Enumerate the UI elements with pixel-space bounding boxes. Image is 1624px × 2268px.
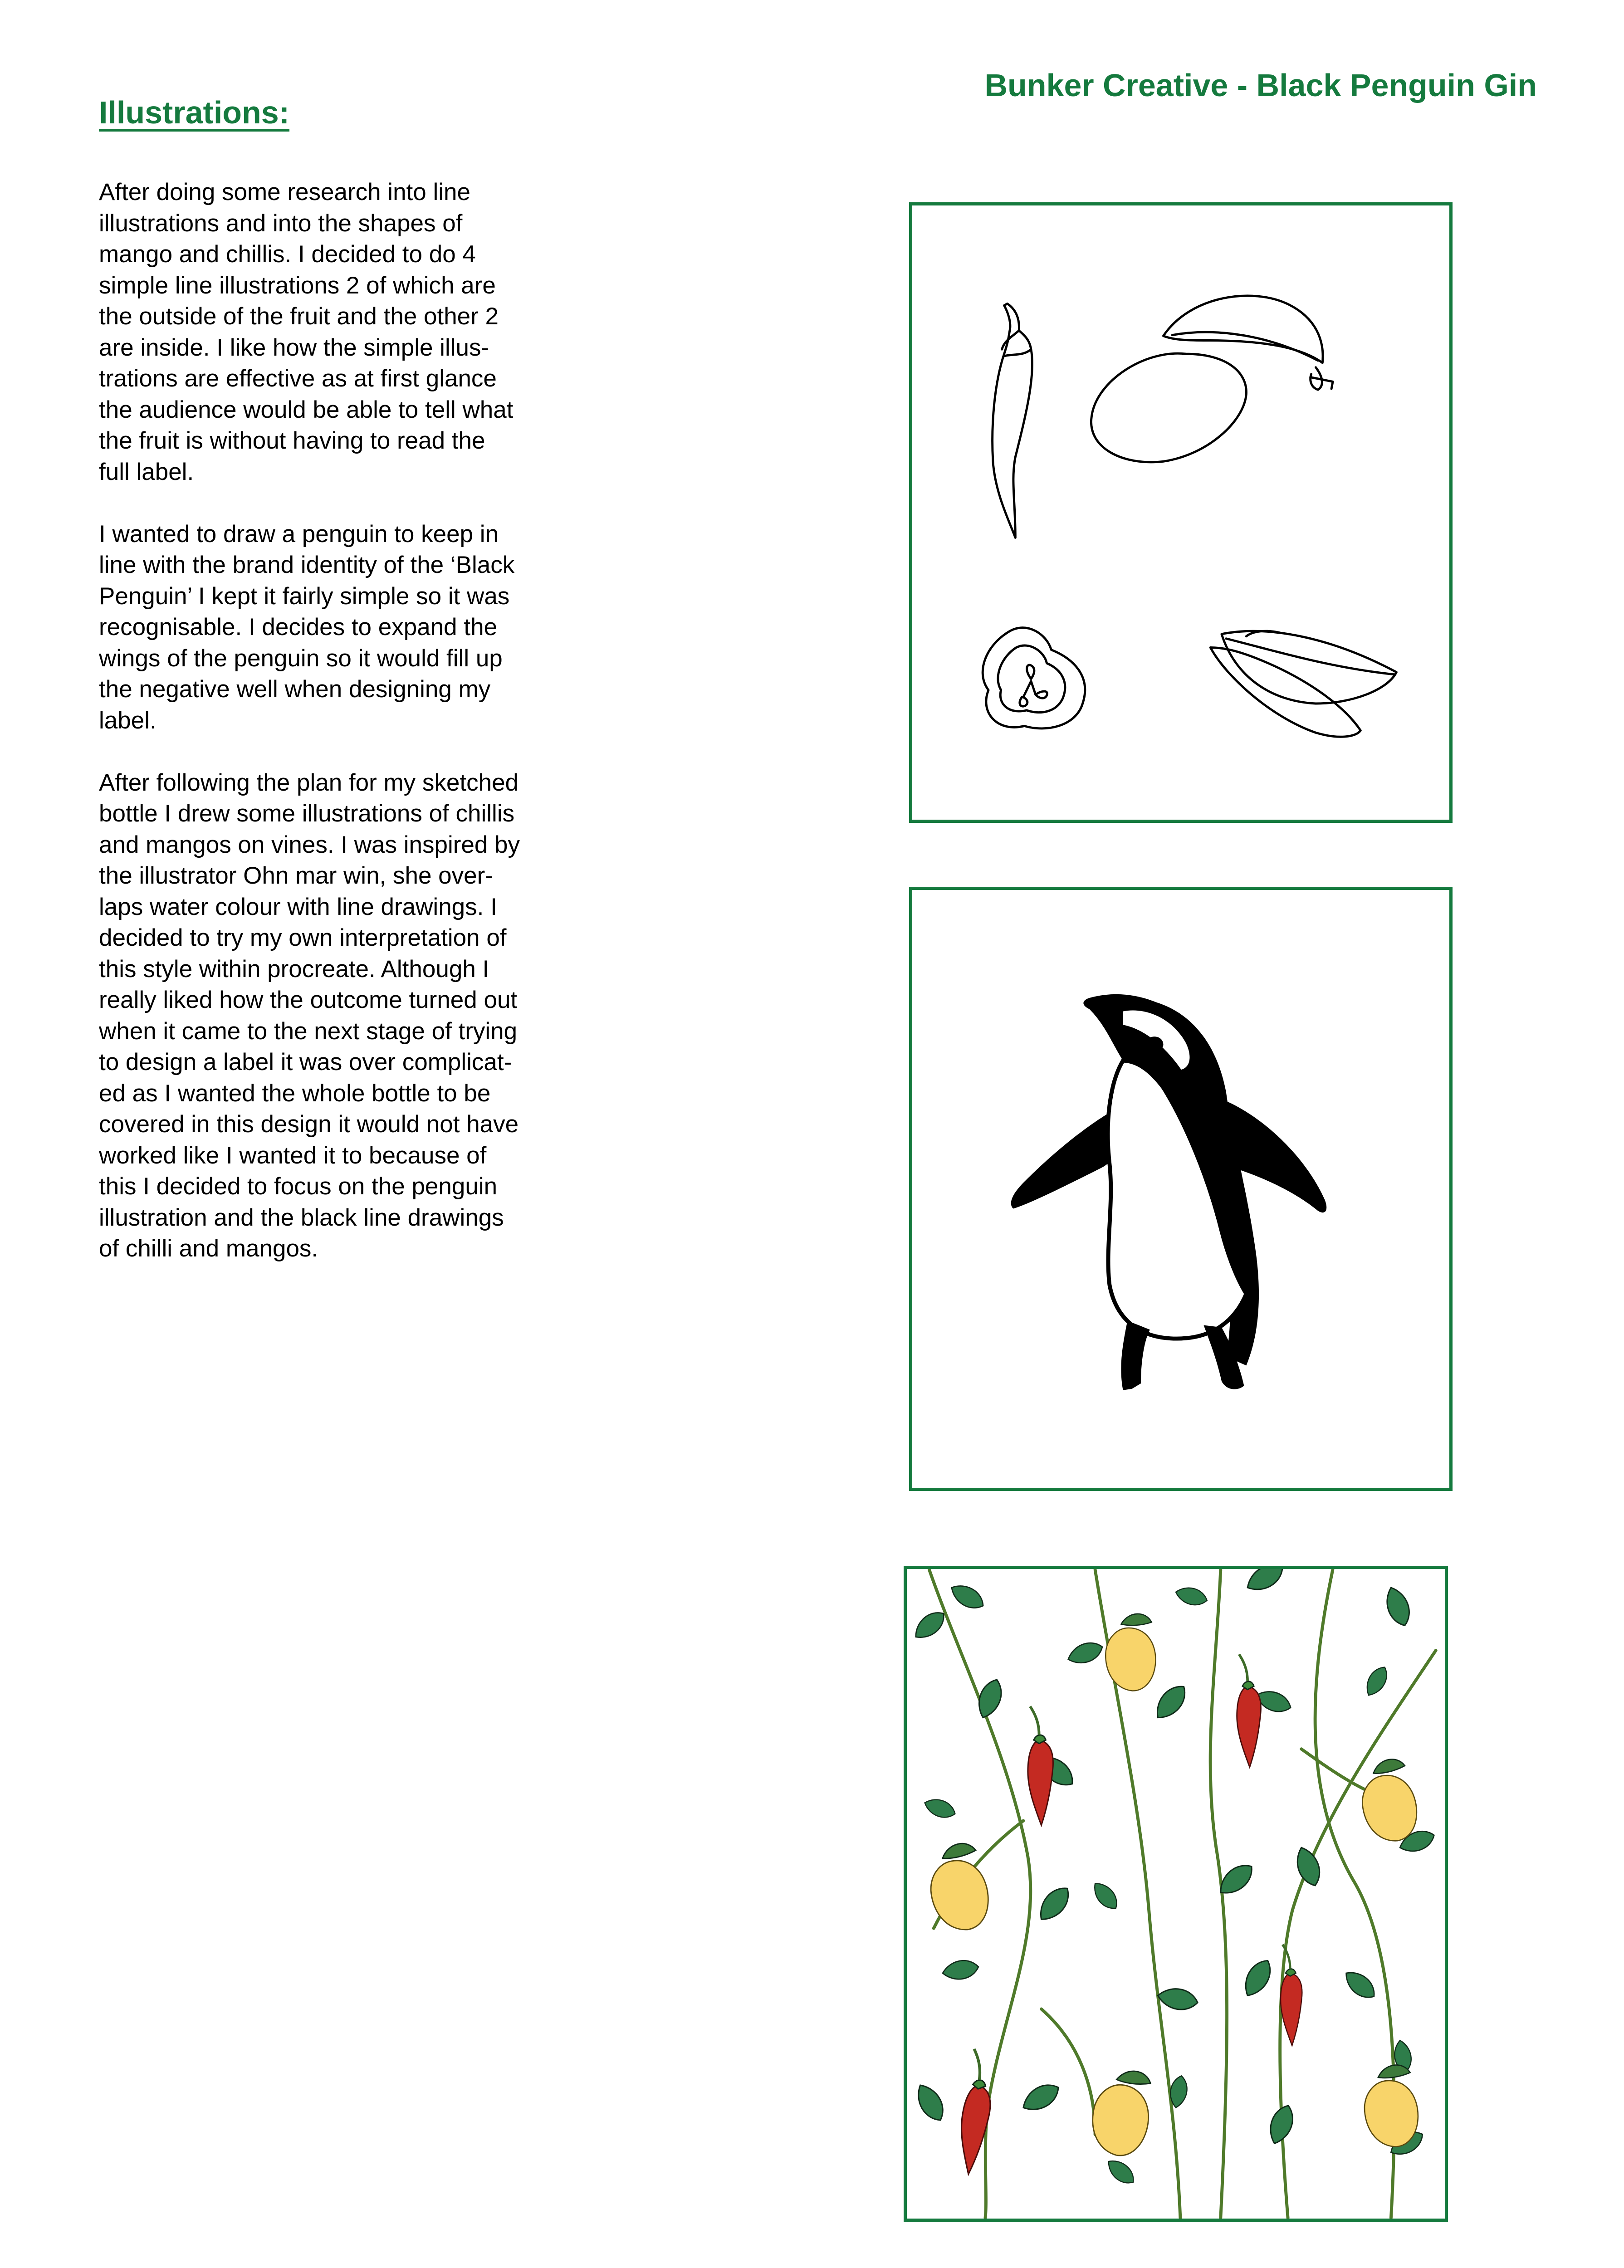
paragraph-research: After doing some research into line illustrations and into the shapes of mango and chillis. I decided to do 4 simple line illustrations 2 of which are the outside of the fruit and the other 2 are inside. I like how the simple illus- trations are effective as at first glance the audience would be able to tell what the fruit is without having to read the full label. — [99, 179, 514, 485]
chilli-outline-icon — [993, 303, 1032, 538]
penguin-icon — [912, 890, 1449, 1488]
mango-outline-icon — [1091, 296, 1333, 462]
line-illustrations-frame — [909, 202, 1453, 823]
body-text — [99, 177, 571, 1295]
paragraph-penguin: I wanted to draw a penguin to keep in line with the brand identity of the ‘Black Penguin’ I kept it fairly simple so it was recognisable. I decides to expand the wings of the penguin so it would fill up the negative well when designing my label. — [99, 520, 515, 734]
section-heading: Illustrations: — [99, 95, 290, 130]
penguin-frame — [909, 887, 1453, 1491]
vine-pattern-icon — [907, 1569, 1445, 2219]
mango-slice-icon — [1210, 631, 1396, 737]
chilli-slice-icon — [983, 628, 1085, 728]
vine-pattern-frame — [904, 1566, 1448, 2222]
document-title: Bunker Creative - Black Penguin Gin — [984, 68, 1537, 103]
paragraph-vines: After following the plan for my sketched bottle I drew some illustrations of chillis and mangos on vines. I was inspired by the illustrator Ohn mar win, she over- laps water colour with line drawings. I decided to try my own interpretation of this style within procreate. Although I really liked how the outcome turned out when it came to the next stage of trying to design a label it was over complicat- ed as I wanted the whole bottle to be covered in this design it would not have worked like I wanted it to because of this I decided to focus on the penguin illustration and the black line drawings of chilli and mangos. — [99, 769, 520, 1262]
